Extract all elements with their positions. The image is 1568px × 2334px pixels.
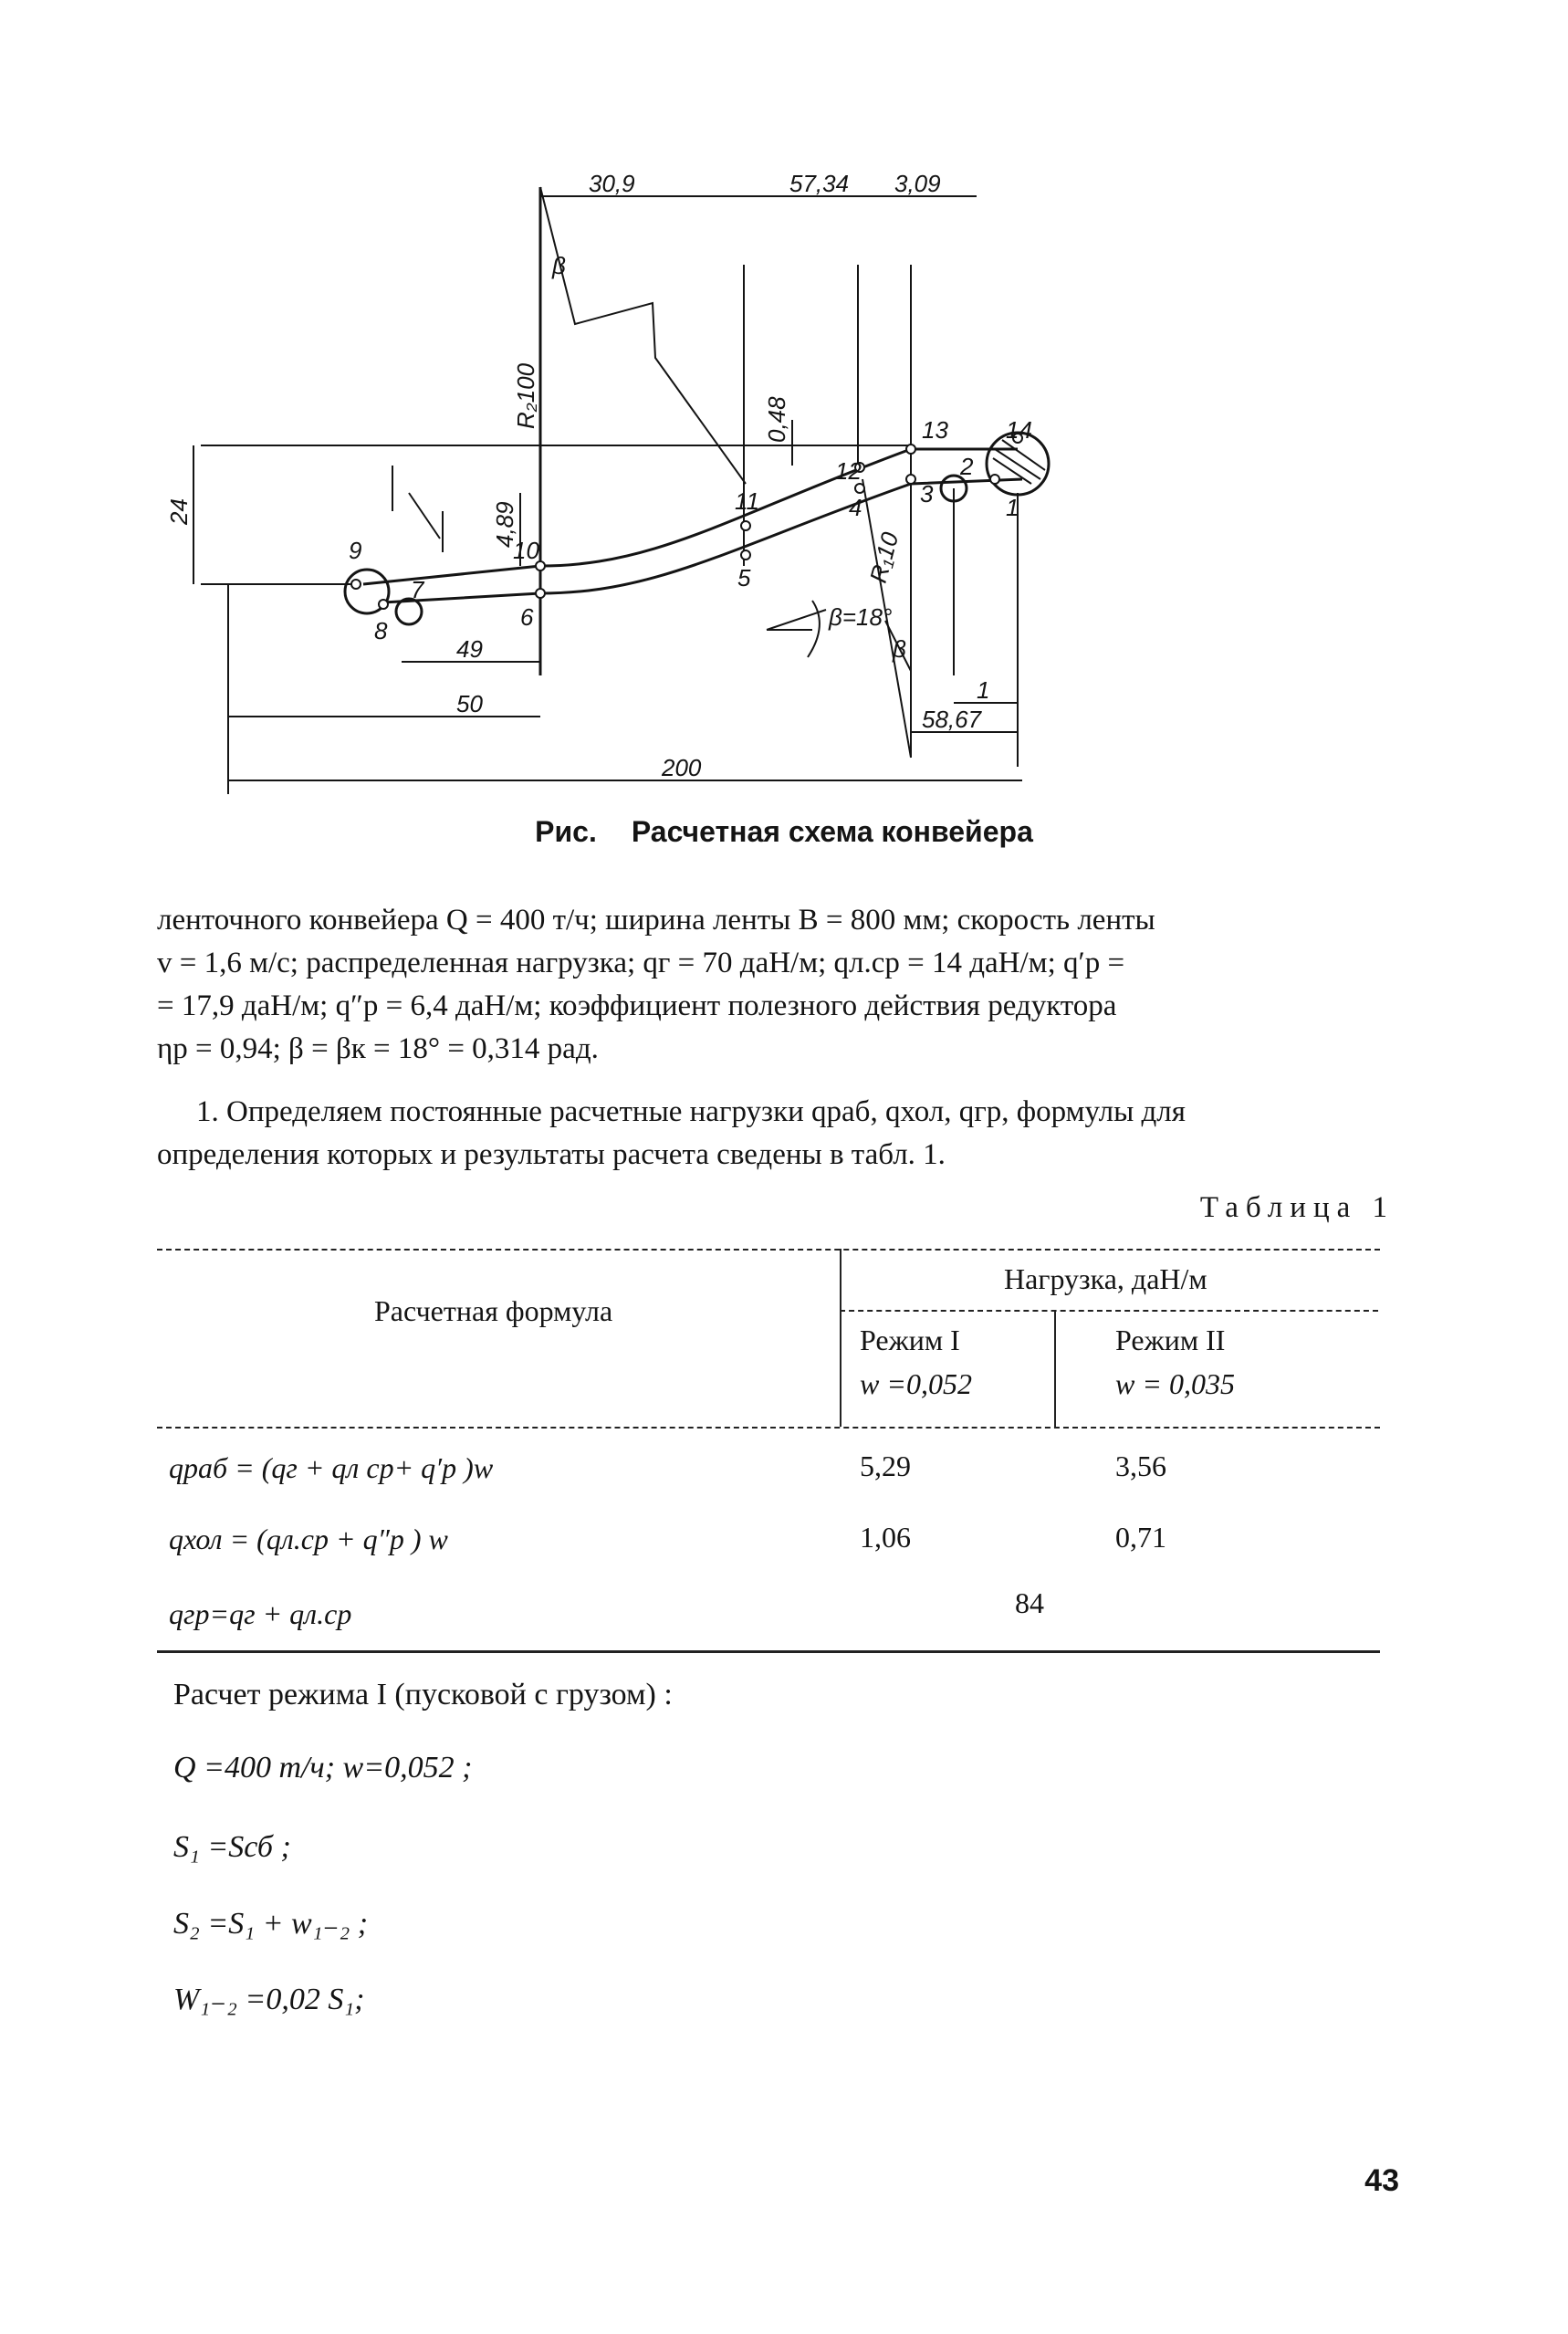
para1-line2: v = 1,6 м/с; распределенная нагрузка; qг = 70 даН/м; qл.ср = 14 даН/м; q′р = (157, 947, 1125, 979)
dim-3-09: 3,09 (894, 170, 941, 197)
figure-caption (0, 815, 1568, 849)
table-header-formula: Расчетная формула (374, 1294, 613, 1327)
conveyor-scheme-figure (165, 164, 1305, 812)
table-row-formula-cargo: qгр=qг + qл.ср (169, 1597, 352, 1630)
calc-heading: Расчет режима I (пусковой с грузом) : (173, 1678, 673, 1711)
para1-line4: ηр = 0,94; β = βк = 18° = 0,314 рад. (157, 1032, 599, 1065)
page-number: 43 (1364, 2163, 1399, 2198)
dim-1: 1 (977, 676, 990, 704)
point-10: 10 (513, 537, 539, 564)
table-row-cargo-value: 84 (1015, 1586, 1044, 1619)
point-5: 5 (737, 564, 751, 591)
dim-0-48: 0,48 (763, 396, 790, 443)
dim-30-9: 30,9 (589, 170, 635, 197)
table-row-formula-work: qраб = (qг + qл ср+ q′р )w (169, 1451, 494, 1484)
dim-24: 24 (165, 498, 193, 525)
dim-200: 200 (662, 754, 702, 781)
point-7: 7 (411, 576, 424, 603)
dim-4-89: 4,89 (491, 501, 518, 548)
dim-50: 50 (456, 690, 483, 717)
point-13: 13 (922, 416, 948, 444)
radius-r2: R₂100 (512, 362, 539, 429)
dim-58-67: 58,67 (922, 706, 982, 733)
point-4: 4 (849, 494, 862, 521)
table-row-idle-mode2: 0,71 (1115, 1521, 1166, 1554)
table-mode-divider (1054, 1310, 1056, 1427)
angle-beta-bottom: β (893, 635, 906, 663)
point-8: 8 (374, 617, 388, 644)
para2-line1: 1. Определяем постоянные расчетные нагрузки qраб, qхол, qгр, формулы для (196, 1095, 1186, 1128)
table-mode2-label: Режим II (1115, 1324, 1226, 1356)
calc-line4: W₁₋₂ =0,02 S₁; (173, 1983, 365, 2016)
table-bottom-rule (157, 1650, 1380, 1653)
table-header-bottom-rule (157, 1427, 1380, 1429)
table-header-load: Нагрузка, даН/м (1004, 1262, 1207, 1295)
table-title: Таблица 1 (1199, 1191, 1395, 1224)
angle-beta-18: β=18° (829, 603, 893, 631)
table-row-work-mode2: 3,56 (1115, 1450, 1166, 1482)
radius-r1: R₁10 (863, 529, 904, 586)
point-2: 2 (960, 453, 974, 480)
point-9: 9 (349, 537, 362, 564)
table-col-divider (840, 1249, 841, 1427)
table-row-work-mode1: 5,29 (860, 1450, 911, 1482)
para2-line2: определения которых и результаты расчета сведены в табл. 1. (157, 1138, 946, 1171)
paragraph-load-definition (157, 1091, 1383, 1177)
dim-49: 49 (456, 635, 483, 663)
table-row-idle-mode1: 1,06 (860, 1521, 911, 1554)
para1-line3: = 17,9 даН/м; q″р = 6,4 даН/м; коэффициент полезного действия редуктора (157, 989, 1117, 1022)
upper-belt (363, 449, 1018, 584)
table-mode1-w: w =0,052 (860, 1367, 972, 1400)
para1-line1: ленточного конвейера Q = 400 т/ч; ширина ленты B = 800 мм; скорость ленты (157, 904, 1155, 937)
table-subheader-rule (840, 1310, 1378, 1312)
caption-prefix: Рис. (535, 815, 597, 848)
table-row-formula-idle: qхол = (qл.ср + q″р ) w (169, 1523, 448, 1555)
calc-line1: Q =400 т/ч; w=0,052 ; (173, 1751, 473, 1785)
calc-line2: S₁ =Sсб ; (173, 1830, 291, 1864)
calc-line3: S₂ =S₁ + w₁₋₂ ; (173, 1907, 369, 1941)
dim-57-34: 57,34 (789, 170, 850, 197)
point-6: 6 (520, 603, 534, 631)
table-top-rule (157, 1249, 1380, 1251)
point-1: 1 (1006, 494, 1019, 521)
point-3: 3 (920, 480, 934, 508)
table-mode1-label: Режим I (860, 1324, 960, 1356)
point-14: 14 (1006, 416, 1032, 444)
point-12: 12 (835, 457, 862, 485)
point-11: 11 (735, 487, 759, 515)
paragraph-conveyor-params (157, 899, 1380, 1071)
caption-title: Расчетная схема конвейера (631, 815, 1033, 848)
table-mode2-w: w = 0,035 (1115, 1367, 1235, 1400)
angle-beta-top: β (552, 252, 566, 279)
